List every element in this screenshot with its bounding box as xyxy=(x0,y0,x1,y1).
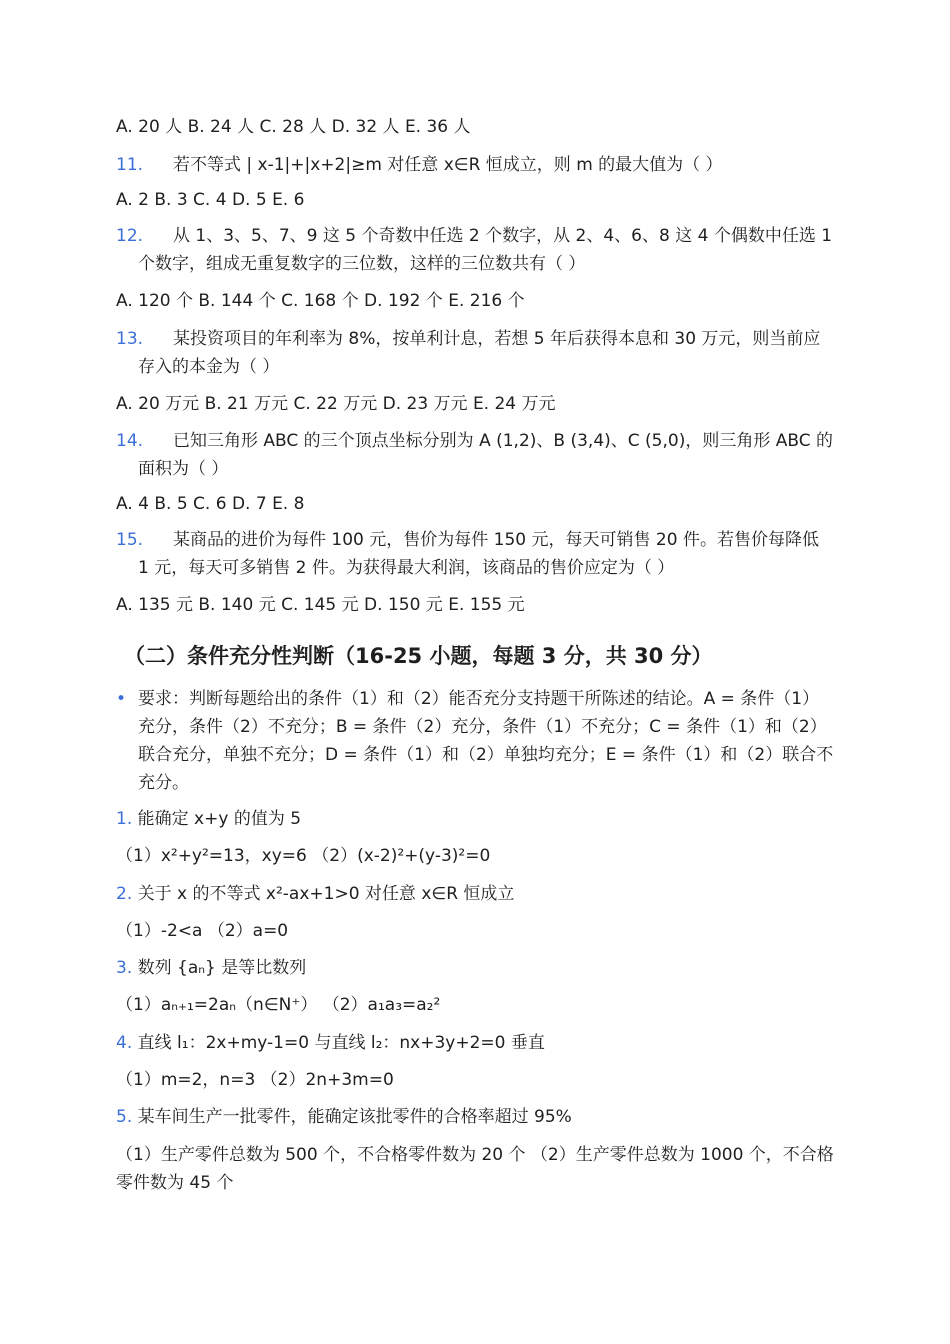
question-number: 11. xyxy=(116,155,144,175)
cond-question-2 xyxy=(116,880,514,908)
question-text-cont: 1 元，每天可多销售 2 件。为获得最大利润，该商品的售价应定为（ ） xyxy=(138,558,675,578)
question-stem: 数列 {aₙ} 是等比数列 xyxy=(137,958,307,978)
requirement-bullet xyxy=(116,685,836,797)
question-text: 某投资项目的年利率为 8%，按单利计息，若想 5 年后获得本息和 30 万元，则当前应 xyxy=(173,329,821,349)
bullet-icon: • xyxy=(116,689,127,709)
question-text: 已知三角形 ABC 的三个顶点坐标分别为 A (1,2)、B (3,4)、C (5,0)，则三角形 ABC 的 xyxy=(173,431,834,451)
section-heading: （二）条件充分性判断（16-25 小题，每题 3 分，共 30 分） xyxy=(124,644,713,668)
cond-question-5 xyxy=(116,1103,572,1131)
question-text-cont: 个数字，组成无重复数字的三位数，这样的三位数共有（ ） xyxy=(138,254,586,274)
question-11 xyxy=(116,151,836,179)
question-text-cont: 存入的本金为（ ） xyxy=(138,357,280,377)
question-number: 14. xyxy=(116,431,144,451)
question-number: 5. xyxy=(116,1107,133,1127)
question-14 xyxy=(116,427,836,483)
question-number: 15. xyxy=(116,530,144,550)
cond-question-4-conditions: （1）m=2，n=3 （2）2n+3m=0 xyxy=(116,1070,394,1090)
q11-options: A. 2 B. 3 C. 4 D. 5 E. 6 xyxy=(116,190,305,210)
cond-question-3-conditions: （1）aₙ₊₁=2aₙ（n∈N⁺） （2）a₁a₃=a₂² xyxy=(116,995,441,1015)
q14-options: A. 4 B. 5 C. 6 D. 7 E. 8 xyxy=(116,494,305,514)
question-number: 13. xyxy=(116,329,144,349)
cond-question-5-conditions: （1）生产零件总数为 500 个，不合格零件数为 20 个 （2）生产零件总数为 1000 个，不合格零件数为 45 个 xyxy=(116,1145,834,1193)
question-12 xyxy=(116,222,836,278)
q15-options: A. 135 元 B. 140 元 C. 145 元 D. 150 元 E. 155 元 xyxy=(116,595,525,615)
question-stem: 某车间生产一批零件，能确定该批零件的合格率超过 95% xyxy=(137,1107,572,1127)
q12-options: A. 120 个 B. 144 个 C. 168 个 D. 192 个 E. 216 个 xyxy=(116,291,525,311)
cond-question-1-conditions: （1）x²+y²=13，xy=6 （2）(x-2)²+(y-3)²=0 xyxy=(116,846,491,866)
question-number: 1. xyxy=(116,809,133,829)
question-number: 3. xyxy=(116,958,133,978)
question-text: 从 1、3、5、7、9 这 5 个奇数中任选 2 个数字，从 2、4、6、8 这 4 个偶数中任选 1 xyxy=(173,226,833,246)
question-15 xyxy=(116,526,836,582)
question-stem: 关于 x 的不等式 x²-ax+1>0 对任意 x∈R 恒成立 xyxy=(137,884,515,904)
q10-options: A. 20 人 B. 24 人 C. 28 人 D. 32 人 E. 36 人 xyxy=(116,117,471,137)
cond-question-3 xyxy=(116,954,306,982)
cond-question-1 xyxy=(116,805,301,833)
question-text-cont: 面积为（ ） xyxy=(138,459,229,479)
cond-question-4 xyxy=(116,1029,545,1057)
question-13 xyxy=(116,325,836,381)
q13-options: A. 20 万元 B. 21 万元 C. 22 万元 D. 23 万元 E. 24 万元 xyxy=(116,394,556,414)
question-text: 若不等式 | x-1|+|x+2|≥m 对任意 x∈R 恒成立，则 m 的最大值为（ ） xyxy=(173,155,723,175)
question-text: 某商品的进价为每件 100 元，售价为每件 150 元，每天可销售 20 件。若售价每降低 xyxy=(173,530,819,550)
question-number: 2. xyxy=(116,884,133,904)
question-number: 12. xyxy=(116,226,144,246)
requirement-text: 要求：判断每题给出的条件（1）和（2）能否充分支持题干所陈述的结论。A = 条件（1）充分，条件（2）不充分；B = 条件（2）充分，条件（1）不充分；C = 条件（1）和（2）联合充分，单独不充分；D = 条件（1）和（2）单独均充分；E = 条件（1）和（2）联合不充分。 xyxy=(138,689,834,793)
question-stem: 能确定 x+y 的值为 5 xyxy=(137,809,302,829)
cond-question-2-conditions: （1）-2<a （2）a=0 xyxy=(116,921,289,941)
question-number: 4. xyxy=(116,1033,133,1053)
question-stem: 直线 l₁：2x+my-1=0 与直线 l₂：nx+3y+2=0 垂直 xyxy=(137,1033,545,1053)
